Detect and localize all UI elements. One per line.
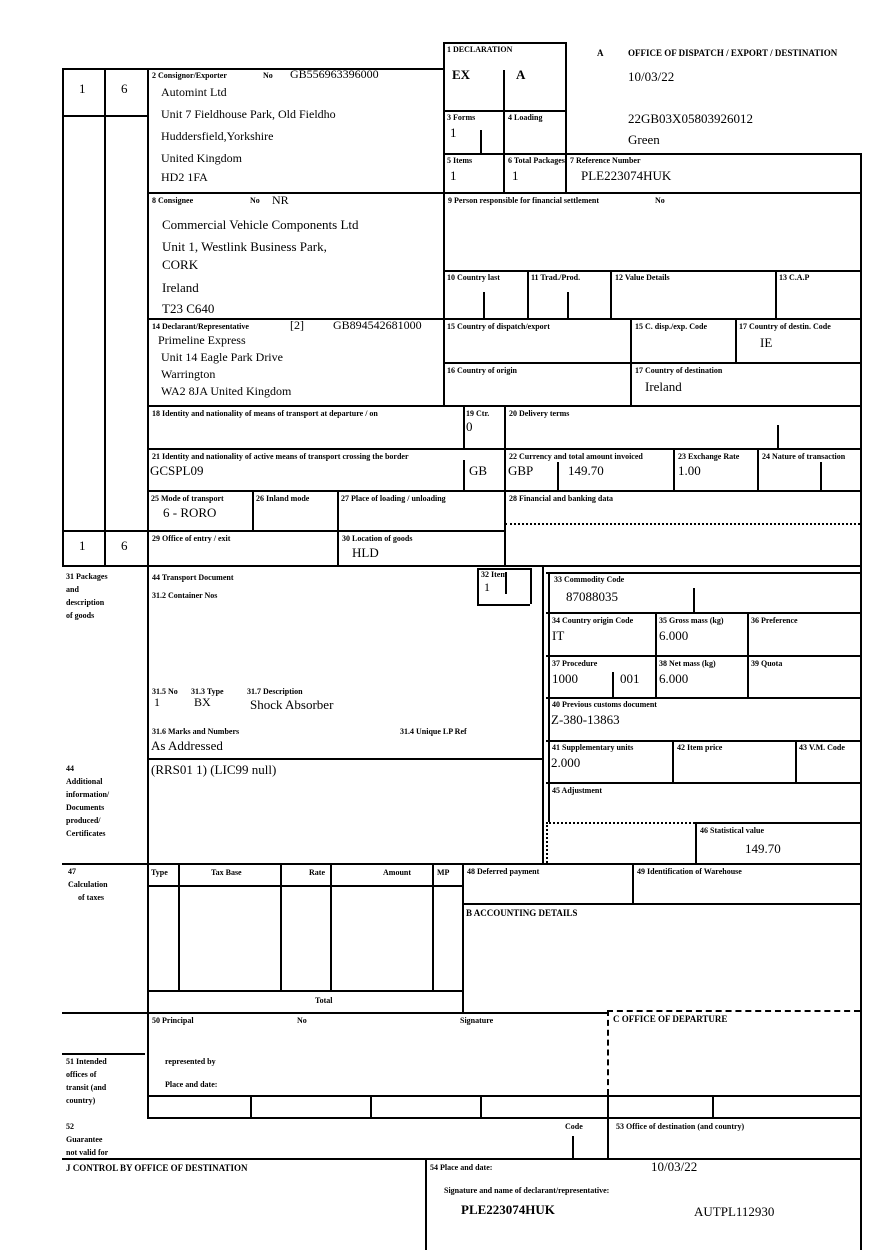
divider	[280, 863, 282, 990]
tick-mark	[777, 425, 779, 448]
consignee-address-line: Commercial Vehicle Components Ltd	[162, 217, 359, 232]
divider	[565, 42, 567, 192]
box17-value: Ireland	[645, 379, 682, 394]
box18-label: 18 Identity and nationality of means of transport at departure / on	[152, 409, 378, 418]
divider	[147, 758, 542, 760]
tax-col-amount: Amount	[383, 868, 412, 877]
box40-value: Z-380-13863	[551, 712, 620, 727]
box38-label: 38 Net mass (kg)	[659, 659, 716, 668]
box42-label: 42 Item price	[677, 743, 723, 752]
divider	[147, 192, 860, 194]
dotted-divider	[505, 523, 860, 525]
divider	[62, 863, 860, 865]
divider	[147, 68, 149, 1117]
consignee-address-line: Unit 1, Westlink Business Park,	[162, 239, 327, 254]
box34-label: 34 Country origin Code	[552, 616, 634, 625]
box37-value2: 001	[620, 671, 640, 686]
divider	[425, 1158, 427, 1250]
box32-label: 32 Item	[481, 570, 507, 579]
box44-margin-label: produced/	[66, 816, 101, 825]
box28-label: 28 Financial and banking data	[509, 494, 614, 503]
dotted-divider	[546, 822, 695, 824]
divider	[147, 318, 860, 320]
box6-value: 1	[512, 168, 519, 183]
divider	[480, 1095, 482, 1117]
divider	[530, 568, 532, 604]
divider	[252, 490, 254, 530]
divider	[860, 153, 862, 1250]
box2-no-label: No	[263, 71, 273, 80]
divider	[546, 572, 860, 574]
declaration-type: EX	[452, 67, 471, 82]
divider	[330, 863, 332, 990]
box44t-label: 44 Transport Document	[152, 573, 234, 582]
consignor-address-line: Automint Ltd	[161, 85, 227, 99]
box54-signature-label: Signature and name of declarant/representative:	[444, 1186, 610, 1195]
tax-col-rate: Rate	[309, 868, 325, 877]
box22-label: 22 Currency and total amount invoiced	[509, 452, 643, 461]
office-header-title: OFFICE OF DISPATCH / EXPORT / DESTINATION	[628, 48, 838, 58]
divider	[463, 460, 465, 490]
divider	[62, 1053, 145, 1055]
declarant-address-line: Warrington	[161, 367, 216, 381]
box31-margin-label: of goods	[66, 611, 95, 620]
box30-label: 30 Location of goods	[342, 534, 413, 543]
box17a-value: IE	[760, 335, 773, 350]
box14-label: 14 Declarant/Representative	[152, 322, 249, 331]
box51-margin-label: 51 Intended	[66, 1057, 107, 1066]
copy-number-1: 1	[79, 81, 86, 96]
box25-value: 6 - RORO	[163, 505, 217, 520]
divider	[546, 697, 860, 699]
box20-label: 20 Delivery terms	[509, 409, 570, 418]
divider	[607, 1095, 609, 1158]
box47-margin-label: 47	[68, 867, 76, 876]
box11-label: 11 Trad./Prod.	[531, 273, 581, 282]
box6-label: 6 Total Packages	[508, 156, 565, 165]
divider	[147, 990, 462, 992]
box21-label: 21 Identity and nationality of active means of transport crossing the border	[152, 452, 409, 461]
box24-label: 24 Nature of transaction	[762, 452, 846, 461]
box35-label: 35 Gross mass (kg)	[659, 616, 724, 625]
consignee-eori: NR	[272, 193, 289, 207]
box17-label: 17 Country of destination	[635, 366, 723, 375]
divider	[542, 565, 544, 863]
divider	[337, 490, 339, 565]
divider	[546, 612, 860, 614]
divider	[62, 68, 443, 70]
divider	[147, 885, 462, 887]
routing-value: Green	[628, 132, 660, 147]
divider	[503, 70, 505, 192]
box47-margin-label: of taxes	[78, 893, 104, 902]
box10-label: 10 Country last	[447, 273, 500, 282]
tick-mark	[557, 462, 559, 490]
box44-margin-label: Additional	[66, 777, 103, 786]
box31-6-value: As Addressed	[151, 738, 223, 753]
box39-label: 39 Quota	[751, 659, 783, 668]
box33-value: 87088035	[566, 589, 618, 604]
box50-label: 50 Principal	[152, 1016, 194, 1025]
box8-label: 8 Consignee	[152, 196, 194, 205]
box30-value: HLD	[352, 545, 379, 560]
office-of-departure-header: C OFFICE OF DEPARTURE	[613, 1014, 728, 1024]
divider	[477, 568, 479, 604]
box54-signature-value: PLE223074HUK	[461, 1202, 555, 1217]
box9-no-label: No	[655, 196, 665, 205]
dashed-divider	[607, 1010, 860, 1012]
tax-col-taxbase: Tax Base	[211, 868, 242, 877]
divider	[795, 740, 797, 782]
declarant-address-line: Primeline Express	[158, 333, 246, 347]
box32-value: 1	[484, 580, 490, 594]
office-header-prefix: A	[597, 48, 604, 58]
divider	[775, 270, 777, 318]
consignee-address-line: CORK	[162, 257, 199, 272]
box29-label: 29 Office of entry / exit	[152, 534, 231, 543]
box37-label: 37 Procedure	[552, 659, 598, 668]
divider	[463, 405, 465, 448]
box31-4-label: 31.4 Unique LP Ref	[400, 727, 467, 736]
divider	[630, 318, 632, 405]
box41-label: 41 Supplementary units	[552, 743, 634, 752]
divider	[504, 405, 506, 565]
box31-2-label: 31.2 Container Nos	[152, 591, 218, 600]
divider	[432, 863, 434, 990]
divider	[546, 782, 860, 784]
copy-number-1-lower: 1	[79, 538, 86, 553]
box48-label: 48 Deferred payment	[467, 867, 540, 876]
box54-reference-value: AUTPL112930	[694, 1204, 775, 1219]
box44-margin-label: Documents	[66, 803, 105, 812]
divider	[147, 1095, 860, 1097]
box51-margin-label: offices of	[66, 1070, 97, 1079]
divider	[610, 270, 612, 318]
box34-value: IT	[552, 628, 565, 643]
consignee-address-line: T23 C640	[162, 301, 215, 316]
divider	[443, 270, 860, 272]
box23-label: 23 Exchange Rate	[678, 452, 740, 461]
box47-margin-label: Calculation	[68, 880, 108, 889]
declarant-address-line: WA2 8JA United Kingdom	[161, 384, 292, 398]
box46-value: 149.70	[745, 841, 781, 856]
divider	[62, 565, 860, 567]
box31-7-value: Shock Absorber	[250, 697, 334, 712]
box51-margin-label: country)	[66, 1096, 96, 1105]
box21-nationality: GB	[469, 463, 488, 478]
divider	[655, 612, 657, 697]
box40-label: 40 Previous customs document	[552, 700, 657, 709]
divider	[462, 863, 464, 1012]
box52-margin-label: Guarantee	[66, 1135, 103, 1144]
divider	[104, 68, 106, 565]
box45-label: 45 Adjustment	[552, 786, 603, 795]
tick-mark	[483, 292, 485, 318]
box50-place-date: Place and date:	[165, 1080, 218, 1089]
box27-label: 27 Place of loading / unloading	[341, 494, 446, 503]
box22-currency: GBP	[508, 463, 534, 478]
dashed-divider	[607, 1010, 609, 1095]
box44-margin-label: 44	[66, 764, 74, 773]
divider	[62, 1158, 860, 1160]
divider	[62, 530, 504, 532]
box19-label: 19 Ctr.	[466, 409, 490, 418]
box13-label: 13 C.A.P	[779, 273, 810, 282]
box16-label: 16 Country of origin	[447, 366, 517, 375]
box54-date: 10/03/22	[651, 1159, 698, 1174]
box12-label: 12 Value Details	[615, 273, 670, 282]
divider	[672, 740, 674, 782]
accounting-details-header: B ACCOUNTING DETAILS	[466, 908, 578, 918]
divider	[62, 1012, 607, 1014]
box5-value: 1	[450, 168, 457, 183]
divider	[527, 270, 529, 318]
box31-margin-label: description	[66, 598, 105, 607]
divider	[735, 318, 737, 362]
divider	[673, 448, 675, 490]
box3-label: 3 Forms	[447, 113, 476, 122]
copy-number-6: 6	[121, 81, 128, 96]
declarant-code: [2]	[290, 318, 304, 332]
box9-label: 9 Person responsible for financial settlement	[448, 196, 600, 205]
box8-no-label: No	[250, 196, 260, 205]
divider	[443, 42, 565, 44]
box44-margin-label: Certificates	[66, 829, 106, 838]
consignor-address-line: Huddersfield,Yorkshire	[161, 129, 274, 143]
divider	[747, 612, 749, 697]
box50-no-label: No	[297, 1016, 307, 1025]
box31-7-label: 31.7 Description	[247, 687, 303, 696]
box51-margin-label: transit (and	[66, 1083, 107, 1092]
divider	[546, 655, 860, 657]
divider	[632, 863, 634, 903]
j-control-header: J CONTROL BY OFFICE OF DESTINATION	[66, 1163, 248, 1173]
box15a-label: 15 C. disp./exp. Code	[635, 322, 708, 331]
box31-margin-label: 31 Packages	[66, 572, 108, 581]
divider	[695, 822, 697, 863]
consignor-address-line: United Kingdom	[161, 151, 242, 165]
box35-value: 6.000	[659, 628, 689, 643]
divider	[695, 822, 860, 824]
tick-mark	[567, 292, 569, 318]
box22-amount: 149.70	[568, 463, 604, 478]
divider	[462, 903, 860, 905]
divider	[147, 1117, 860, 1119]
box37-value1: 1000	[552, 671, 578, 686]
box3-value: 1	[450, 125, 457, 140]
box31-margin-label: and	[66, 585, 79, 594]
box38-value: 6.000	[659, 671, 689, 686]
dotted-divider	[546, 822, 548, 863]
box46-label: 46 Statistical value	[700, 826, 764, 835]
box31-5-label: 31.5 No	[152, 687, 178, 696]
box5-label: 5 Items	[447, 156, 473, 165]
tick-mark	[693, 588, 695, 612]
box54-label: 54 Place and date:	[430, 1163, 493, 1172]
box44-value: (RRS01 1) (LIC99 null)	[151, 762, 277, 777]
divider	[546, 740, 860, 742]
box53-label: 53 Office of destination (and country)	[616, 1122, 745, 1131]
divider	[62, 68, 64, 565]
tick-mark	[612, 672, 614, 697]
divider	[443, 362, 860, 364]
declaration-subtype: A	[516, 67, 526, 82]
divider	[178, 863, 180, 990]
box44-margin-label: information/	[66, 790, 110, 799]
divider	[757, 448, 759, 490]
tick-mark	[820, 462, 822, 490]
consignor-eori: GB556963396000	[290, 67, 379, 81]
divider	[477, 604, 530, 606]
divider	[712, 1095, 714, 1117]
box25-label: 25 Mode of transport	[151, 494, 224, 503]
tax-col-type: Type	[151, 868, 168, 877]
box43-label: 43 V.M. Code	[799, 743, 845, 752]
declarant-eori: GB894542681000	[333, 318, 422, 332]
box7-label: 7 Reference Number	[570, 156, 641, 165]
box49-label: 49 Identification of Warehouse	[637, 867, 742, 876]
box31-3-value: BX	[194, 695, 211, 709]
divider	[370, 1095, 372, 1117]
box26-label: 26 Inland mode	[256, 494, 310, 503]
divider	[250, 1095, 252, 1117]
box19-value: 0	[466, 419, 473, 434]
mrn-value: 22GB03X05803926012	[628, 111, 753, 126]
box31-5-value: 1	[154, 695, 160, 709]
divider	[443, 153, 860, 155]
consignor-address-line: HD2 1FA	[161, 170, 208, 184]
box50-signature-label: Signature	[460, 1016, 494, 1025]
box36-label: 36 Preference	[751, 616, 798, 625]
box21-value: GCSPL09	[150, 463, 204, 478]
office-date: 10/03/22	[628, 69, 675, 84]
box7-value: PLE223074HUK	[581, 168, 672, 183]
box15-label: 15 Country of dispatch/export	[447, 322, 550, 331]
divider	[443, 42, 445, 405]
box41-value: 2.000	[551, 755, 581, 770]
copy-number-6-lower: 6	[121, 538, 128, 553]
box17a-label: 17 Country of destin. Code	[739, 322, 831, 331]
box31-6-label: 31.6 Marks and Numbers	[152, 727, 240, 736]
box52-margin-label: not valid for	[66, 1148, 109, 1157]
box31-3-label: 31.3 Type	[191, 687, 224, 696]
box23-value: 1.00	[678, 463, 701, 478]
box33-label: 33 Commodity Code	[554, 575, 625, 584]
divider	[548, 572, 550, 822]
declarant-address-line: Unit 14 Eagle Park Drive	[161, 350, 283, 364]
box4-label: 4 Loading	[508, 113, 543, 122]
tax-total-label: Total	[315, 996, 333, 1005]
box50-represented-by: represented by	[165, 1057, 216, 1066]
consignee-address-line: Ireland	[162, 280, 199, 295]
box52-margin-label: 52	[66, 1122, 74, 1131]
box52-code-label: Code	[565, 1122, 583, 1131]
tick-mark	[480, 130, 482, 153]
box1-declaration-label: 1 DECLARATION	[447, 45, 513, 54]
tax-col-mp: MP	[437, 868, 450, 877]
consignor-address-line: Unit 7 Fieldhouse Park, Old Fieldho	[161, 107, 336, 121]
tick-mark	[572, 1136, 574, 1158]
box2-label: 2 Consignor/Exporter	[152, 71, 227, 80]
